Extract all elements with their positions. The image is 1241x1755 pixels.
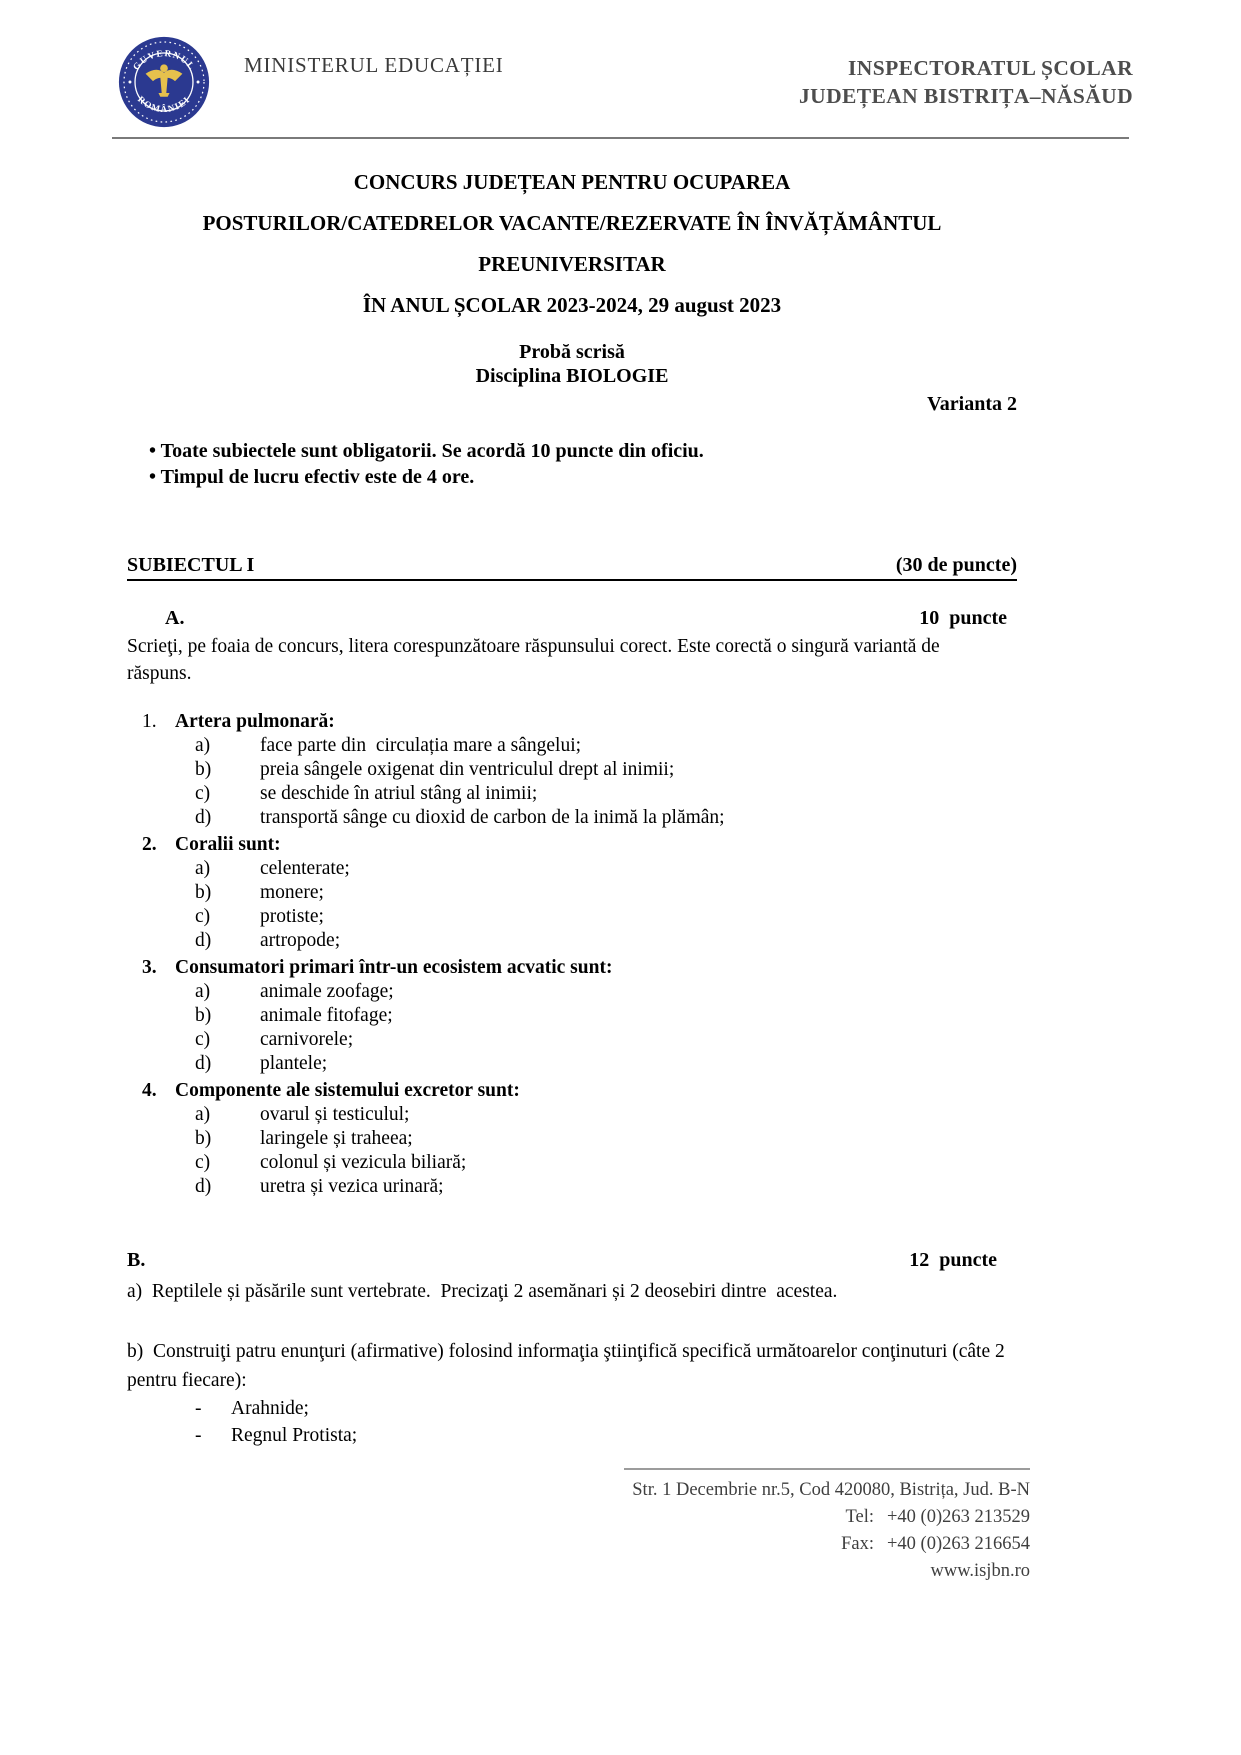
answer-option [127, 1052, 1017, 1076]
exam-title-block [127, 169, 1017, 318]
document-header [0, 0, 1241, 128]
section-a-heading [127, 607, 1017, 630]
inspectorate-line-1: INSPECTORATUL ȘCOLAR [848, 56, 1133, 80]
option-letter: d) [195, 1053, 212, 1074]
option-text: carnivorele; [260, 1029, 354, 1050]
question-1-title-row [127, 710, 1017, 734]
ministry-title: MINISTERUL EDUCAȚIEI [244, 53, 504, 77]
option-letter: d) [195, 930, 212, 951]
option-letter: c) [195, 1152, 211, 1173]
question-3-title-row [127, 956, 1017, 980]
answer-option [127, 1103, 1017, 1127]
option-text: artropode; [260, 930, 341, 951]
footer-phone-line [624, 1504, 1030, 1531]
answer-option [127, 734, 1017, 758]
question-text: Consumatori primari într-un ecosistem acvatic sunt: [175, 957, 613, 978]
romanian-government-seal-logo [118, 36, 210, 128]
exam-subtitle-block [127, 340, 1017, 388]
question-number: 3. [142, 957, 157, 978]
answer-option [127, 1028, 1017, 1052]
answer-option [127, 1151, 1017, 1175]
section-b [127, 1249, 1017, 1449]
answer-option [127, 980, 1017, 1004]
exam-type-label: Probă scrisă [519, 341, 625, 363]
subitem-text: Regnul Protista; [231, 1425, 358, 1446]
section-b-subitem [195, 1395, 1017, 1422]
option-text: se deschide în atriul stâng al inimii; [260, 783, 538, 804]
section-b-subitem [195, 1422, 1017, 1449]
document-footer [624, 1468, 1030, 1585]
option-letter: a) [195, 1104, 211, 1125]
section-b-label: B. [127, 1249, 146, 1271]
option-letter: c) [195, 783, 211, 804]
section-a-instructions: Scrieţi, pe foaia de concurs, litera corespunzătoare răspunsului corect. Este corectă o singură variantă de răspuns. [127, 636, 940, 684]
exam-title-line-2: POSTURILOR/CATEDRELOR VACANTE/REZERVATE ÎN ÎNVĂȚĂMÂNTUL [202, 211, 942, 235]
dash-bullet: - [195, 1425, 202, 1446]
answer-option [127, 929, 1017, 953]
option-letter: b) [195, 759, 212, 780]
document-body [127, 169, 1017, 1449]
option-text: face parte din circulația mare a sângelui; [260, 735, 582, 756]
question-2 [127, 833, 1017, 953]
section-b-item-b: b) Construiţi patru enunţuri (afirmative) folosind informaţia ştiinţifică specifică următoarelor conţinuturi (câte 2 pentru fiecare): [127, 1341, 1010, 1391]
inspectorate-line-2: JUDEȚEAN BISTRIȚA–NĂSĂUD [799, 84, 1133, 108]
option-text: animale fitofage; [260, 1005, 393, 1026]
option-text: animale zoofage; [260, 981, 394, 1002]
option-letter: c) [195, 906, 211, 927]
seal-text-top: GUVERNUL [130, 48, 198, 72]
answer-option [127, 806, 1017, 830]
option-text: celenterate; [260, 858, 350, 879]
subitem-text: Arahnide; [231, 1398, 309, 1419]
question-3 [127, 956, 1017, 1076]
answer-option [127, 905, 1017, 929]
footer-fax-line [624, 1531, 1030, 1558]
subject-1-heading [127, 554, 1017, 581]
answer-option [127, 782, 1017, 806]
instruction-item: • Toate subiectele sunt obligatorii. Se acordă 10 puncte din oficiu. [149, 440, 704, 462]
answer-option [127, 758, 1017, 782]
exam-discipline-label: Disciplina BIOLOGIE [475, 365, 669, 387]
footer-address: Str. 1 Decembrie nr.5, Cod 420080, Bistrița, Jud. B-N [632, 1480, 1030, 1500]
question-text: Componente ale sistemului excretor sunt: [175, 1080, 520, 1101]
option-letter: b) [195, 882, 212, 903]
question-number: 2. [142, 834, 157, 855]
option-text: colonul și vezicula biliară; [260, 1152, 467, 1173]
option-letter: a) [195, 858, 211, 879]
footer-website: www.isjbn.ro [930, 1561, 1030, 1581]
footer-fax-label: Fax: [841, 1534, 874, 1554]
exam-title-line-3: PREUNIVERSITAR [478, 252, 666, 276]
header-divider [112, 137, 1129, 139]
section-a-points: 10 puncte [919, 607, 1007, 629]
exam-title-line-1: CONCURS JUDEȚEAN PENTRU OCUPAREA [353, 170, 791, 194]
question-2-title-row [127, 833, 1017, 857]
variant-label: Varianta 2 [927, 393, 1017, 415]
exam-title-line-4: ÎN ANUL ȘCOLAR 2023-2024, 29 august 2023 [362, 293, 782, 317]
option-text: ovarul și testiculul; [260, 1104, 410, 1125]
answer-option [127, 1127, 1017, 1151]
instruction-item: • Timpul de lucru efectiv este de 4 ore. [149, 466, 475, 488]
question-text: Coralii sunt: [175, 834, 281, 855]
option-text: uretra și vezica urinară; [260, 1176, 444, 1197]
dash-bullet: - [195, 1398, 202, 1419]
subject-1-title: SUBIECTUL I [127, 554, 255, 576]
option-letter: a) [195, 981, 211, 1002]
option-letter: c) [195, 1029, 211, 1050]
question-text: Artera pulmonară: [175, 711, 335, 732]
section-a-label: A. [165, 607, 185, 629]
option-text: transportă sânge cu dioxid de carbon de la inimă la plămân; [260, 807, 725, 828]
answer-option [127, 881, 1017, 905]
subject-1-points: (30 de puncte) [895, 554, 1017, 576]
section-b-item-a: a) Reptilele și păsările sunt vertebrate. Precizaţi 2 asemănari și 2 deosebiri dintre acestea. [127, 1281, 838, 1302]
section-b-points: 12 puncte [909, 1249, 997, 1271]
option-text: preia sângele oxigenat din ventriculul drept al inimii; [260, 759, 675, 780]
multiple-choice-questions [127, 710, 1017, 1199]
option-letter: d) [195, 807, 212, 828]
seal-text-bottom: ROMÂNIEI [135, 94, 193, 115]
footer-phone-number: +40 (0)263 213529 [886, 1507, 1030, 1527]
inspectorate-title [799, 54, 1133, 110]
section-b-heading [127, 1249, 1017, 1272]
answer-option [127, 857, 1017, 881]
option-letter: d) [195, 1176, 212, 1197]
footer-fax-number: +40 (0)263 216654 [886, 1534, 1030, 1554]
option-letter: a) [195, 735, 211, 756]
header-left-group [118, 36, 504, 128]
option-text: protiste; [260, 906, 324, 927]
option-letter: b) [195, 1005, 212, 1026]
option-text: plantele; [260, 1053, 328, 1074]
question-4 [127, 1079, 1017, 1199]
question-4-title-row [127, 1079, 1017, 1103]
question-1 [127, 710, 1017, 830]
option-text: laringele și traheea; [260, 1128, 413, 1149]
general-instructions [149, 438, 1017, 490]
option-letter: b) [195, 1128, 212, 1149]
option-text: monere; [260, 882, 324, 903]
question-number: 1. [142, 711, 157, 732]
answer-option [127, 1175, 1017, 1199]
answer-option [127, 1004, 1017, 1028]
question-number: 4. [142, 1080, 157, 1101]
footer-phone-label: Tel: [845, 1507, 874, 1527]
